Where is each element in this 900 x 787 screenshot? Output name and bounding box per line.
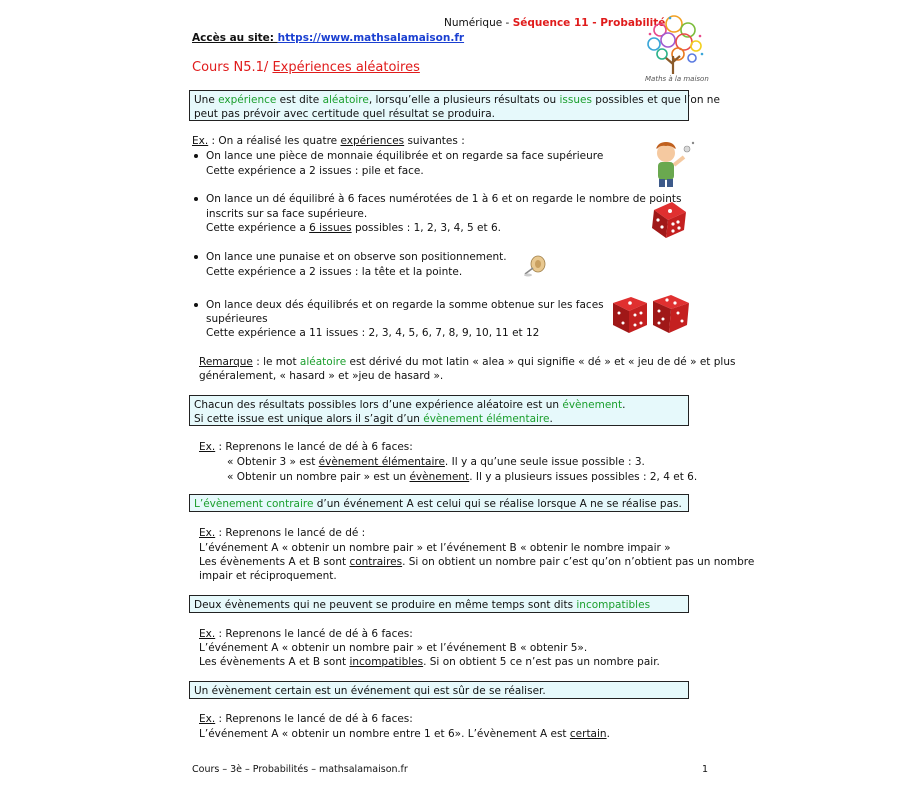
ex2-line2 — [227, 470, 697, 484]
ex2-intro — [199, 440, 413, 454]
ex2-l1b: . Il y a qu’une seule issue possible : 3. — [444, 456, 645, 468]
def1-word-issues: issues — [559, 94, 592, 106]
ex1-item2-l3c: possibles : 1, 2, 3, 4, 5 et 6. — [351, 222, 501, 234]
ex2-l2u: évènement — [409, 471, 470, 483]
ex1-item1-line1: On lance une pièce de monnaie équilibrée et on regarde sa face supérieure — [206, 150, 604, 162]
site-link[interactable]: https://www.mathsalamaison.fr — [277, 32, 465, 44]
def1-text-b: est dite — [276, 94, 323, 106]
ex5-l1a: L’événement A « obtenir un nombre entre 1 et 6». L’évènement A est — [199, 728, 570, 740]
ex1-item2-line2: inscrits sur sa face supérieure. — [206, 208, 368, 220]
remark-text-a: : le mot — [252, 356, 300, 368]
def4-text: Deux évènements qui ne peuvent se produire en même temps sont dits — [194, 599, 577, 611]
ex1-intro-word: expériences — [340, 135, 405, 147]
def4-word-incompatibles: incompatibles — [576, 599, 651, 611]
ex3-line1: L’événement A « obtenir un nombre pair » et l’événement B « obtenir le nombre impair » — [199, 542, 671, 554]
ex3-l2a: Les évènements A et B sont — [199, 556, 350, 568]
bullet — [194, 197, 198, 201]
header-sequence — [444, 16, 665, 30]
ex1-item1-line2: Cette expérience a 2 issues : pile et face. — [206, 165, 424, 177]
logo-text: Maths à la maison — [645, 75, 709, 83]
ex3-intro-text: : Reprenons le lancé de dé : — [215, 527, 366, 539]
ex4-intro — [199, 627, 413, 641]
red-die-image — [648, 198, 690, 240]
def4-line — [194, 598, 684, 612]
def2-line2 — [194, 412, 684, 426]
bullet — [194, 154, 198, 158]
def2-l1a: Chacun des résultats possibles lors d’une expérience aléatoire est un — [194, 399, 563, 411]
ex1-item2-line1: On lance un dé équilibré à 6 faces numérotées de 1 à 6 et on regarde le nombre de points — [206, 193, 682, 205]
ex5-label: Ex. — [199, 713, 216, 725]
def1-line1 — [194, 93, 720, 107]
def1-text-a: Une — [194, 94, 219, 106]
definition-box-certain — [189, 681, 689, 699]
boy-coin-image — [646, 137, 698, 189]
header-left-label: Numérique - — [444, 17, 513, 29]
page-number: 1 — [702, 764, 709, 775]
bullet — [194, 303, 198, 307]
def3-text: d’un événement A est celui qui se réalise lorsque A ne se réalise pas. — [313, 498, 682, 510]
def3-line — [194, 497, 684, 511]
ex5-l1u: certain — [569, 728, 607, 740]
def2-line1 — [194, 398, 684, 412]
ex4-intro-text: : Reprenons le lancé de dé à 6 faces: — [215, 628, 413, 640]
ex4-label: Ex. — [199, 628, 216, 640]
ex5-line1 — [199, 727, 610, 741]
def5-line: Un évènement certain est un événement qui est sûr de se réaliser. — [194, 685, 546, 697]
ex2-label: Ex. — [199, 441, 216, 453]
ex1-intro-b: suivantes : — [404, 135, 465, 147]
definition-box-evenement — [189, 395, 689, 426]
ex3-l2b: . Si on obtient un nombre pair c’est qu’on n’obtient pas un nombre — [402, 556, 755, 568]
thumbtack-image — [521, 254, 549, 280]
def1-text-c: , lorsqu’elle a plusieurs résultats ou — [368, 94, 560, 106]
ex2-l1a: « Obtenir 3 » est — [227, 456, 319, 468]
def1-word-aleatoire: aléatoire — [322, 94, 369, 106]
ex4-l2b: . Si on obtient 5 ce n’est pas un nombre pair. — [423, 656, 660, 668]
ex3-l2u: contraires — [349, 556, 403, 568]
definition-box-contraire — [189, 494, 689, 512]
ex3-line3: impair et réciproquement. — [199, 570, 337, 582]
def2-word-elementaire: évènement élémentaire — [423, 413, 550, 425]
ex4-l2a: Les évènements A et B sont — [199, 656, 350, 668]
remark-text-b: est dérivé du mot latin « alea » qui signifie « dé » et « jeu de dé » et plus — [346, 356, 736, 368]
remark-word: aléatoire — [299, 356, 347, 368]
bullet — [194, 255, 198, 259]
site-label: Accès au site: — [192, 32, 278, 44]
ex3-intro — [199, 526, 365, 540]
def2-l1b: . — [622, 399, 626, 411]
header-sequence-label: Séquence 11 - Probabilité — [512, 17, 666, 29]
ex1-item4-line3: Cette expérience a 11 issues : 2, 3, 4, 5, 6, 7, 8, 9, 10, 11 et 12 — [206, 327, 540, 339]
ex1-item3-line2: Cette expérience a 2 issues : la tête et la pointe. — [206, 266, 463, 278]
ex5-l1b: . — [606, 728, 610, 740]
def2-l2b: . — [549, 413, 553, 425]
ex4-line2 — [199, 655, 660, 669]
def2-l2a: Si cette issue est unique alors il s’agit d’un — [194, 413, 424, 425]
ex1-item4-line2: supérieures — [206, 313, 268, 325]
ex2-l2a: « Obtenir un nombre pair » est un — [227, 471, 410, 483]
ex1-item3-line1: On lance une punaise et on observe son positionnement. — [206, 251, 507, 263]
title-prefix: Cours N5.1/ — [192, 60, 273, 75]
def1-word-experience: expérience — [218, 94, 277, 106]
definition-box-experience — [189, 90, 720, 121]
ex3-label: Ex. — [199, 527, 216, 539]
ex5-intro — [199, 712, 413, 726]
page-title — [192, 61, 420, 75]
ex5-intro-text: : Reprenons le lancé de dé à 6 faces: — [215, 713, 413, 725]
ex2-l1u: évènement élémentaire — [318, 456, 445, 468]
remark-line2: généralement, « hasard » et »jeu de hasard ». — [199, 370, 444, 382]
two-red-dice-image — [611, 293, 691, 337]
ex2-intro-text: : Reprenons le lancé de dé à 6 faces: — [215, 441, 413, 453]
title-main: Expériences aléatoires — [272, 60, 420, 75]
remark-label: Remarque — [199, 356, 253, 368]
def3-word-contraire: L’évènement contraire — [194, 498, 314, 510]
ex1-item2-line3 — [206, 221, 501, 235]
def1-text-d: possibles et que l’on ne — [591, 94, 720, 106]
ex3-line2 — [199, 555, 754, 569]
ex1-item2-l3b: 6 issues — [309, 222, 352, 234]
ex1-item4-line1: On lance deux dés équilibrés et on regarde la somme obtenue sur les faces — [206, 299, 604, 311]
def1-line2: peut pas prévoir avec certitude quel résultat se produira. — [194, 108, 495, 120]
footer-text: Cours – 3è – Probabilités – mathsalamaison.fr — [192, 764, 408, 775]
ex1-intro — [192, 134, 465, 148]
remark-line1 — [199, 355, 735, 369]
definition-box-incompatibles — [189, 595, 689, 613]
site-access — [192, 31, 464, 45]
ex1-item2-l3a: Cette expérience a — [206, 222, 310, 234]
ex2-l2b: . Il y a plusieurs issues possibles : 2, 4 et 6. — [469, 471, 698, 483]
ex1-label: Ex. — [192, 135, 209, 147]
ex4-line1: L’événement A « obtenir un nombre pair » et l’événement B « obtenir 5». — [199, 642, 588, 654]
ex4-l2u: incompatibles — [349, 656, 424, 668]
ex2-line1 — [227, 455, 645, 469]
def2-word-evenement: évènement — [562, 399, 623, 411]
ex1-intro-a: : On a réalisé les quatre — [208, 135, 341, 147]
